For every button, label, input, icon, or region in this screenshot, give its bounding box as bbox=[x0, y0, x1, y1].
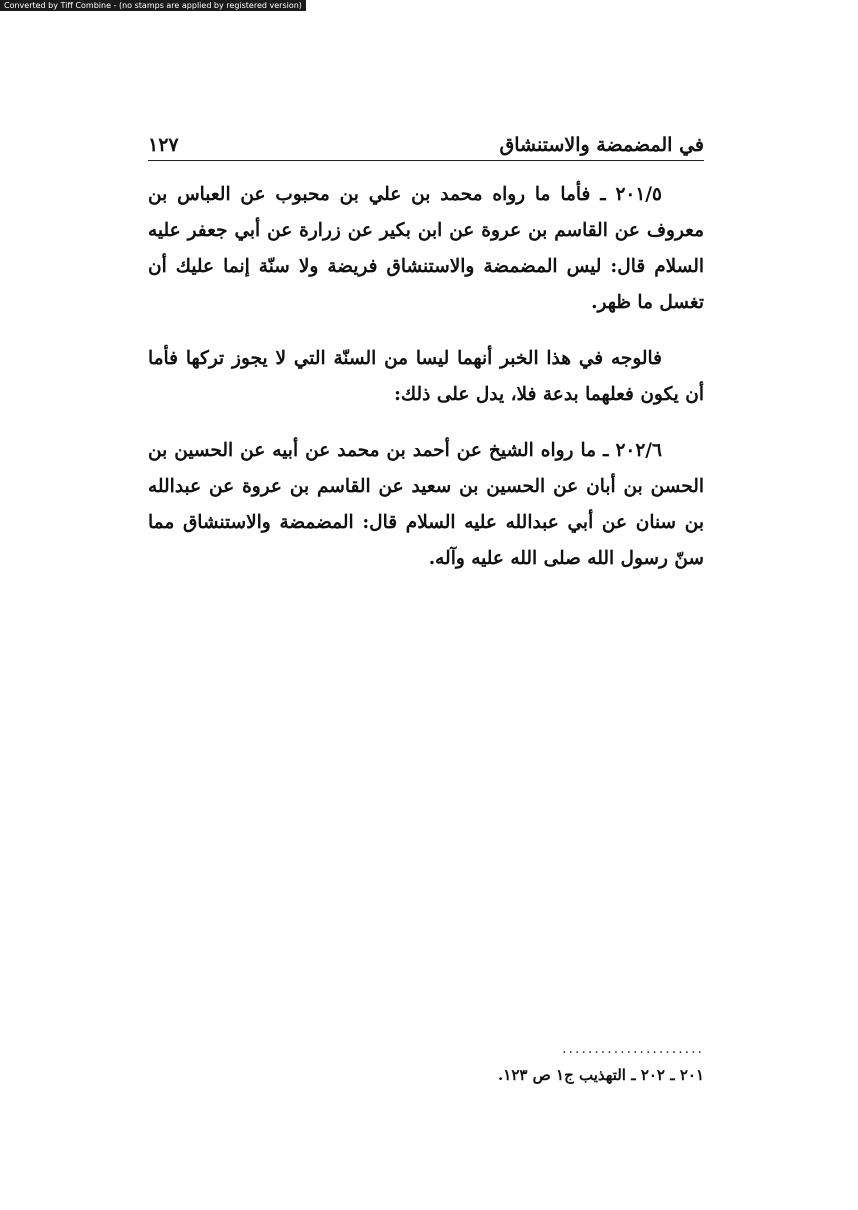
footnotes bbox=[148, 1042, 704, 1084]
book-page bbox=[148, 120, 704, 597]
body-text bbox=[148, 177, 704, 577]
page-number: ١٢٧ bbox=[148, 134, 179, 156]
hadith-paragraph-201: ٢٠١/٥ ـ فأما ما رواه محمد بن علي بن محبوب عن العباس بن معروف عن القاسم بن عروة عن ابن بكير عن زرارة عن أبي جعفر عليه السلام قال: ليس المضمضة والاستنشاق فريضة ولا سنّة إنما عليك أن تغسل ما ظهر. bbox=[148, 184, 704, 313]
footnote-item: ٢٠١ ـ ٢٠٢ ـ التهذيب ج١ ص ١٢٣. bbox=[498, 1066, 704, 1084]
chapter-title: في المضمضة والاستنشاق bbox=[499, 134, 704, 156]
converter-banner: Converted by Tiff Combine - (no stamps are applied by registered version) bbox=[0, 0, 306, 11]
running-header bbox=[148, 120, 704, 161]
commentary-paragraph: فالوجه في هذا الخبر أنهما ليسا من السنّة التي لا يجوز تركها فأما أن يكون فعلهما بدعة فلا، يدل على ذلك: bbox=[148, 348, 704, 405]
footnote-separator: ...................... bbox=[562, 1042, 704, 1056]
hadith-paragraph-202: ٢٠٢/٦ ـ ما رواه الشيخ عن أحمد بن محمد عن أبيه عن الحسين بن الحسن بن أبان عن الحسين بن سعيد عن القاسم بن عروة عن عبدالله بن سنان عن أبي عبدالله عليه السلام قال: المضمضة والاستنشاق مما سنّ رسول الله صلى الله عليه وآله. bbox=[148, 440, 704, 569]
